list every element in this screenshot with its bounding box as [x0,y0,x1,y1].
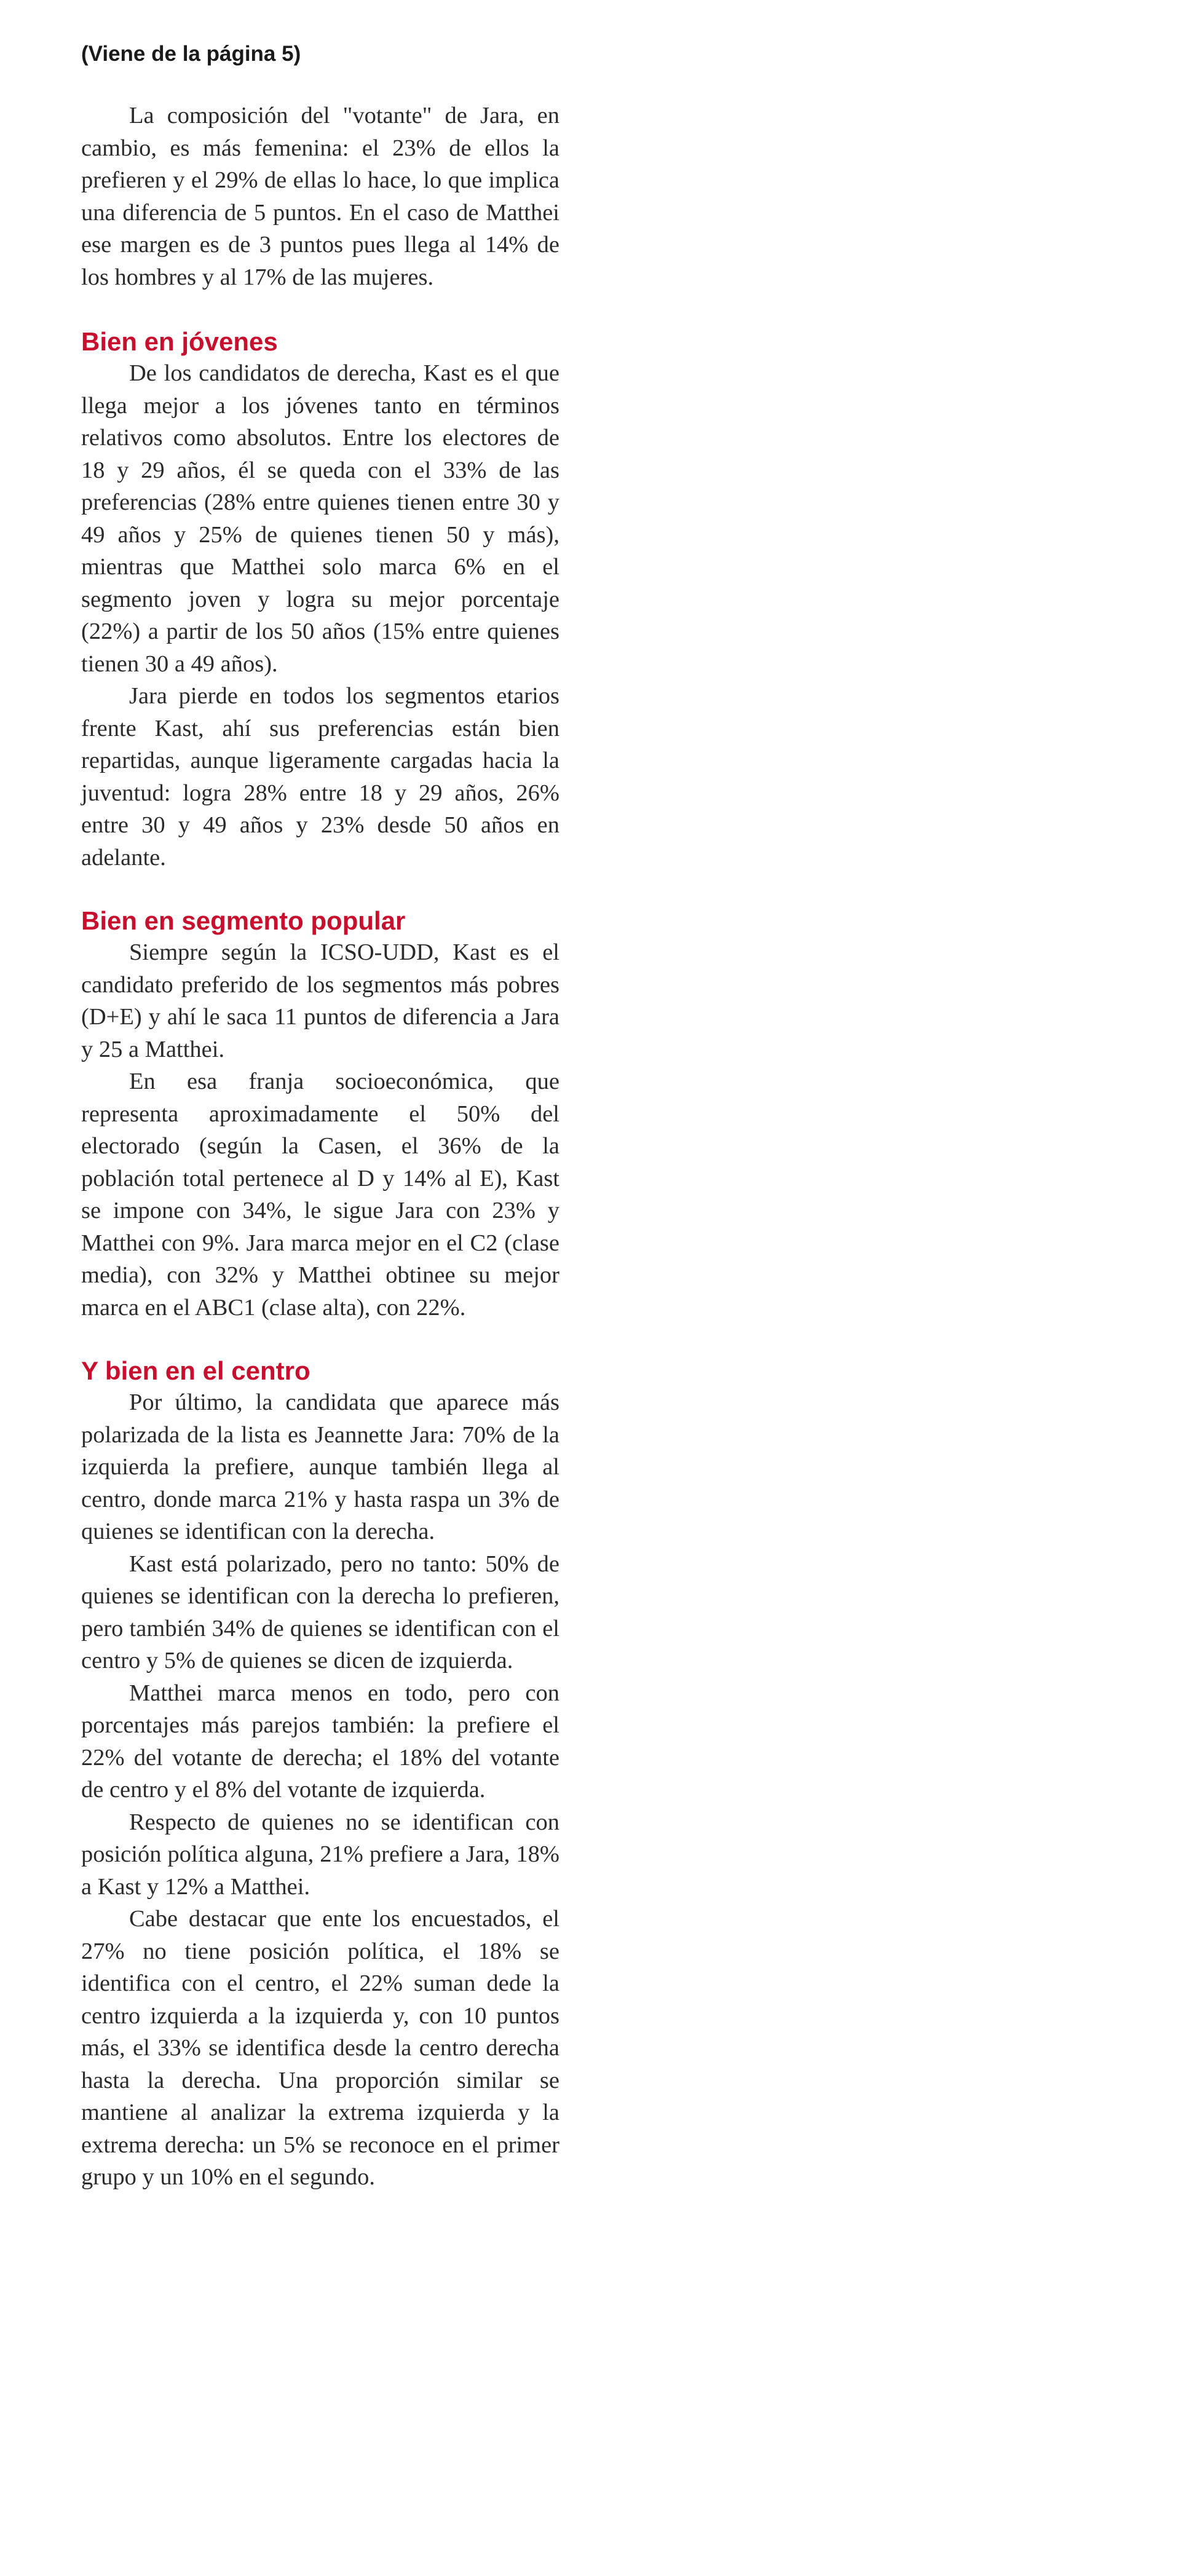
section-bien-en-jovenes [81,326,559,874]
subheading-bien-en-segmento-popular: Bien en segmento popular [81,906,406,935]
body-paragraph: Por último, la candidata que aparece más polarizada de la lista es Jeannette Jara: 70% de la izquierda la prefiere, aunque también llega al centro, donde marca 21% y hasta raspa un 3% de quienes se identifican con la derecha. [81,1389,559,1544]
article-column [81,38,559,2194]
body-paragraph: Cabe destacar que ente los encuestados, el 27% no tiene posición política, el 18% se identifica con el centro, el 22% suman dede la centro izquierda a la izquierda y, con 10 puntos más, el 33% se identifica desde la centro derecha hasta la derecha. Una proporción similar se mantiene al analizar la extrema izquierda y la extrema derecha: un 5% se reconoce en el primer grupo y un 10% en el segundo. [81,1906,559,2190]
body-paragraph: Kast está polarizado, pero no tanto: 50% de quienes se identifican con la derecha lo prefieren, pero también 34% de quienes se identifican con el centro y 5% de quienes se dicen de izquierda. [81,1551,559,1673]
subheading-bien-en-jovenes: Bien en jóvenes [81,327,278,356]
body-paragraph: Siempre según la ICSO-UDD, Kast es el candidato preferido de los segmentos más pobres (D+E) y ahí le saca 11 puntos de diferencia a Jara y 25 a Matthei. [81,939,559,1062]
body-paragraph: Jara pierde en todos los segmentos etarios frente Kast, ahí sus preferencias están bien repartidas, aunque ligeramente cargadas hacia la juventud: logra 28% entre 18 y 29 años, 26% entre 30 y 49 años y 23% desde 50 años en adelante. [81,683,559,871]
continued-from-note: (Viene de la página 5) [81,42,301,66]
subheading-y-bien-en-el-centro: Y bien en el centro [81,1356,310,1385]
section-y-bien-en-el-centro [81,1356,559,2194]
body-paragraph: En esa franja socioeconómica, que representa aproximadamente el 50% del electorado (según la Casen, el 36% de la población total pertenece al D y 14% al E), Kast se impone con 34%, le sigue Jara con 23% y Matthei con 9%. Jara marca mejor en el C2 (clase media), con 32% y Matthei obtinee su mejor marca en el ABC1 (clase alta), con 22%. [81,1069,559,1321]
body-paragraph: De los candidatos de derecha, Kast es el que llega mejor a los jóvenes tanto en términos relativos como absolutos. Entre los electores de 18 y 29 años, él se queda con el 33% de las preferencias (28% entre quienes tienen entre 30 y 49 años y 25% de quienes tienen 50 y más), mientras que Matthei solo marca 6% en el segmento joven y logra su mejor porcentaje (22%) a partir de los 50 años (15% entre quienes tienen 30 a 49 años). [81,360,559,677]
intro-paragraph: La composición del "votante" de Jara, en cambio, es más femenina: el 23% de ellos la prefieren y el 29% de ellas lo hace, lo que implica una diferencia de 5 puntos. En el caso de Matthei ese margen es de 3 puntos pues llega al 14% de los hombres y al 17% de las mujeres. [81,103,559,290]
section-bien-en-segmento-popular [81,906,559,1324]
intro-block [81,100,559,293]
body-paragraph: Respecto de quienes no se identifican con posición política alguna, 21% prefiere a Jara, 18% a Kast y 12% a Matthei. [81,1809,559,1900]
body-paragraph: Matthei marca menos en todo, pero con porcentajes más parejos también: la prefiere el 22% del votante de derecha; el 18% del votante de centro y el 8% del votante de izquierda. [81,1680,559,1803]
